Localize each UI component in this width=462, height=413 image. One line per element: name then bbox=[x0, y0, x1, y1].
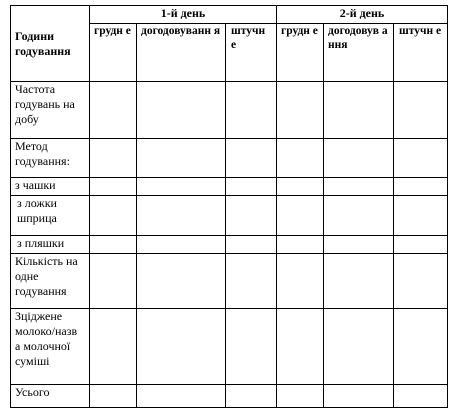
row-label-bottle: з пляшки bbox=[11, 236, 90, 254]
header-row-days bbox=[11, 6, 448, 24]
table-cell bbox=[226, 385, 277, 408]
table-cell bbox=[277, 196, 324, 236]
row-label-frequency: Частота годувань на добу bbox=[11, 82, 90, 139]
table-cell bbox=[277, 236, 324, 254]
table-cell bbox=[137, 385, 226, 408]
table-row bbox=[11, 196, 448, 236]
table-row bbox=[11, 236, 448, 254]
table-cell bbox=[226, 236, 277, 254]
day2-supplement-header: догодовув ання bbox=[324, 24, 394, 82]
table-cell bbox=[394, 196, 448, 236]
table-cell bbox=[394, 139, 448, 178]
table-cell bbox=[394, 236, 448, 254]
row-label-expressed-milk: Зціджене молоко/назв а молочної суміші bbox=[11, 309, 90, 385]
day1-breast-header: грудн е bbox=[90, 24, 137, 82]
table-row bbox=[11, 82, 448, 139]
table-cell bbox=[324, 82, 394, 139]
table-cell bbox=[90, 254, 137, 309]
table-cell bbox=[137, 236, 226, 254]
table-cell bbox=[137, 309, 226, 385]
table-cell bbox=[90, 385, 137, 408]
table-cell bbox=[394, 254, 448, 309]
table-cell bbox=[226, 309, 277, 385]
feeding-table bbox=[10, 5, 448, 408]
table-cell bbox=[324, 254, 394, 309]
corner-header: Години годування bbox=[11, 6, 90, 82]
table-cell bbox=[394, 178, 448, 196]
table-cell bbox=[226, 196, 277, 236]
table-cell bbox=[90, 139, 137, 178]
row-label-cup: з чашки bbox=[11, 178, 90, 196]
table-cell bbox=[324, 178, 394, 196]
day1-supplement-header: догодовуванн я bbox=[137, 24, 226, 82]
row-label-method: Метод годування: bbox=[11, 139, 90, 178]
table-cell bbox=[137, 139, 226, 178]
table-cell bbox=[277, 178, 324, 196]
day-2-header: 2-й день bbox=[277, 6, 448, 24]
row-label-spoon-syringe: з ложки шприца bbox=[11, 196, 90, 236]
table-row bbox=[11, 309, 448, 385]
table-cell bbox=[90, 196, 137, 236]
table-cell bbox=[90, 309, 137, 385]
table-cell bbox=[226, 139, 277, 178]
day2-artificial-header: штучн е bbox=[394, 24, 448, 82]
table-cell bbox=[277, 139, 324, 178]
table-cell bbox=[277, 82, 324, 139]
table-row bbox=[11, 178, 448, 196]
day1-artificial-header: штучн е bbox=[226, 24, 277, 82]
table-cell bbox=[226, 254, 277, 309]
row-label-amount: Кількість на одне годування bbox=[11, 254, 90, 309]
table-cell bbox=[324, 196, 394, 236]
table-row bbox=[11, 139, 448, 178]
table-cell bbox=[226, 82, 277, 139]
table-cell bbox=[277, 254, 324, 309]
table-cell bbox=[277, 309, 324, 385]
table-cell bbox=[277, 385, 324, 408]
table-cell bbox=[324, 309, 394, 385]
day2-breast-header: грудн е bbox=[277, 24, 324, 82]
table-cell bbox=[137, 196, 226, 236]
day-1-header: 1-й день bbox=[90, 6, 277, 24]
table-cell bbox=[324, 236, 394, 254]
table-cell bbox=[90, 236, 137, 254]
table-cell bbox=[394, 82, 448, 139]
table-cell bbox=[90, 178, 137, 196]
table-cell bbox=[226, 178, 277, 196]
table-cell bbox=[137, 254, 226, 309]
table-row bbox=[11, 385, 448, 408]
table-cell bbox=[324, 385, 394, 408]
table-cell bbox=[90, 82, 137, 139]
table-cell bbox=[137, 82, 226, 139]
table-cell bbox=[137, 178, 226, 196]
row-label-total: Усього bbox=[11, 385, 90, 408]
table-cell bbox=[394, 309, 448, 385]
table-cell bbox=[324, 139, 394, 178]
table-row bbox=[11, 254, 448, 309]
table-cell bbox=[394, 385, 448, 408]
